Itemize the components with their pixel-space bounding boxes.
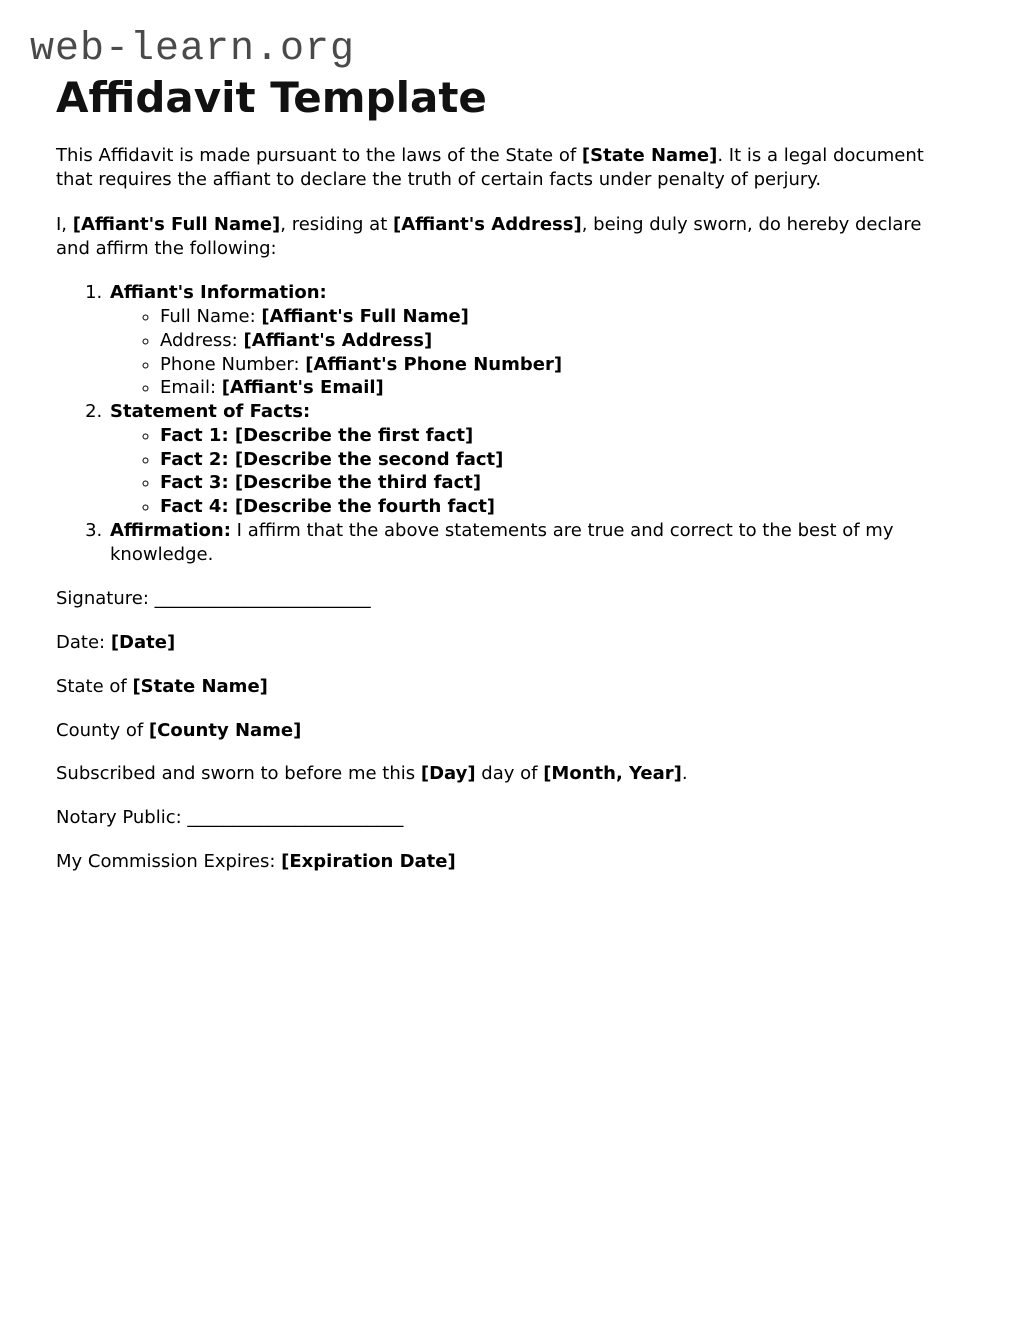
sworn-line: Subscribed and sworn to before me this [Day] day of [Month, Year]. — [56, 763, 688, 785]
statement-of-facts-heading: Statement of Facts: — [110, 401, 311, 423]
county-line: County of [County Name] — [56, 719, 302, 741]
list-item-statement-of-facts — [108, 400, 946, 519]
bullet-phone-number: ◦ Phone Number: [Affiant's Phone Number] — [160, 353, 946, 377]
affiant-information-sublist — [110, 305, 946, 400]
bullet-address: ◦ Address: [Affiant's Address] — [160, 329, 946, 353]
facts-sublist — [110, 424, 946, 519]
bullet-fact-1: ◦ Fact 1: [Describe the first fact] — [160, 424, 946, 448]
page-title: Affidavit Template — [56, 73, 487, 122]
oath-paragraph: I, [Affiant's Full Name], residing at [Affiant's Address], being duly sworn, do hereby declare and affirm the following: — [56, 213, 922, 259]
commission-expires-line: My Commission Expires: [Expiration Date] — [56, 850, 456, 872]
bullet-full-name: ◦ Full Name: [Affiant's Full Name] — [160, 305, 946, 329]
state-line: State of [State Name] — [56, 675, 268, 697]
date-line: Date: [Date] — [56, 632, 176, 654]
list-item-affiant-information — [108, 281, 946, 400]
bullet-fact-3: ◦ Fact 3: [Describe the third fact] — [160, 471, 946, 495]
affiant-information-heading: Affiant's Information: — [110, 282, 327, 304]
bullet-email: ◦ Email: [Affiant's Email] — [160, 376, 946, 400]
signature-line: Signature: ________________________ — [56, 588, 371, 610]
notary-public-line: Notary Public: ________________________ — [56, 807, 404, 829]
document-content — [56, 74, 946, 874]
bullet-fact-4: ◦ Fact 4: [Describe the fourth fact] — [160, 495, 946, 519]
list-item-affirmation: 3. Affirmation: I affirm that the above statements are true and correct to the best of my knowledge. — [108, 519, 946, 567]
intro-paragraph: This Affidavit is made pursuant to the laws of the State of [State Name]. It is a legal document that requires the affiant to declare the truth of certain facts under penalty of perjury. — [56, 145, 924, 191]
affidavit-list — [56, 281, 946, 566]
bullet-fact-2: ◦ Fact 2: [Describe the second fact] — [160, 448, 946, 472]
site-logo: web-learn.org — [30, 27, 356, 72]
